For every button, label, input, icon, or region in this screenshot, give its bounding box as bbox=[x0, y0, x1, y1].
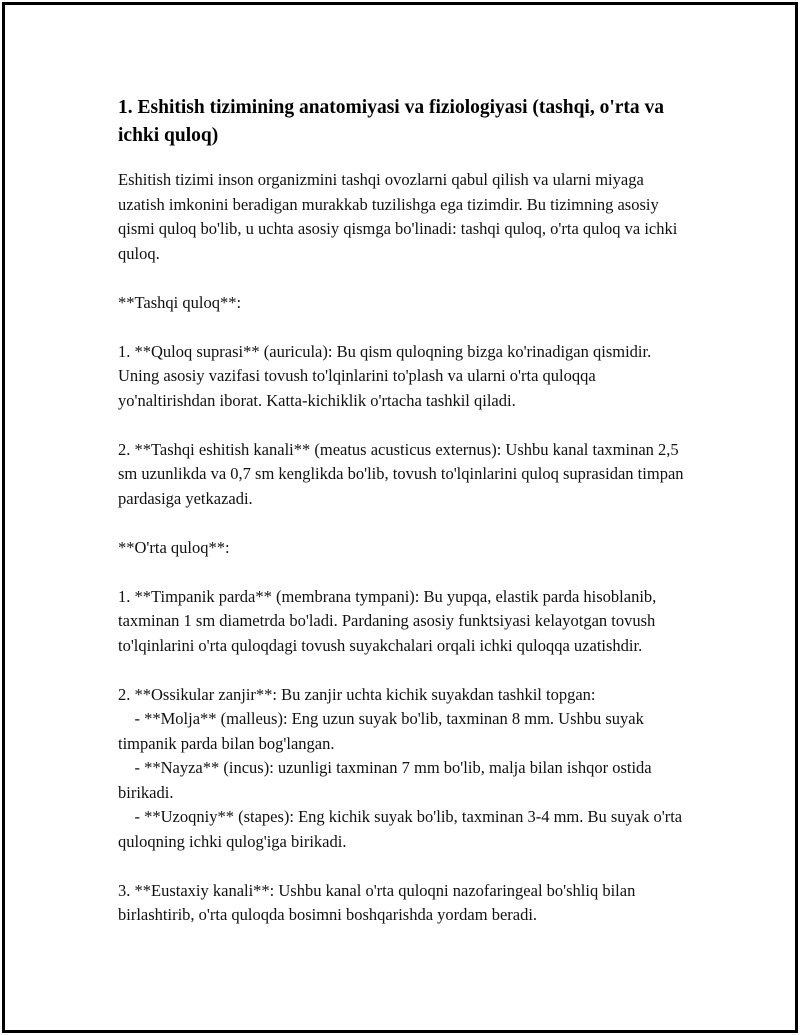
paragraph-spacer bbox=[118, 854, 688, 879]
paragraph-spacer bbox=[118, 315, 688, 340]
section-heading: 1. Eshitish tizimining anatomiyasi va fiziologiyasi (tashqi, o'rta va ichki quloq) bbox=[118, 97, 665, 146]
outer-ear-title: **Tashqi quloq**: bbox=[118, 292, 242, 312]
document-body bbox=[118, 94, 688, 928]
paragraph-spacer bbox=[118, 658, 688, 683]
paragraph-spacer bbox=[118, 560, 688, 585]
middle-ear-item-eustachian: 3. **Eustaxiy kanali**: Ushbu kanal o'rta quloqni nazofaringeal bo'shliq bilan birlashtirib, o'rta quloqda bosimni boshqarishda yordam beradi. bbox=[118, 880, 640, 924]
outer-ear-item-canal: 2. **Tashqi eshitish kanali** (meatus acusticus externus): Ushbu kanal taxminan 2,5 sm uzunlikda va 0,7 sm kenglikda bo'lib, tovush to'lqinlarini quloq suprasidan timpan pardasiga yetkazadi. bbox=[118, 439, 688, 508]
paragraph-spacer bbox=[118, 511, 688, 536]
middle-ear-item-tympanic: 1. **Timpanik parda** (membrana tympani): Bu yupqa, elastik parda hisoblanib, taxminan 1 sm diametrda bo'ladi. Pardaning asosiy funktsiyasi kelayotgan tovush to'lqinlarini o'rta quloqdagi tovush suyakchalari orqali ichki quloqqa uzatishdir. bbox=[118, 586, 661, 655]
middle-ear-title: **O'rta quloq**: bbox=[118, 537, 230, 557]
middle-ear-item-ossicles: 2. **Ossikular zanjir**: Bu zanjir uchta kichik suyakdan tashkil topgan: - **Molja** (malleus): Eng uzun suyak bo'lib, taxminan 8 mm. Ushbu suyak timpanik parda bilan bog'langan. - **Nayza** (incus): uzunligi taxminan 7 mm bo'lib, malja bilan ishqor ostida birikadi. - **Uzoqniy** (stapes): Eng kichik suyak bo'lib, taxminan 3-4 mm. Bu suyak o'rta quloqning ichki qulog'iga birikadi. bbox=[118, 684, 683, 851]
intro-paragraph: Eshitish tizimi inson organizmini tashqi ovozlarni qabul qilish va ularni miyaga uzatish imkonini beradigan murakkab tuzilishga ega tizimdir. Bu tizimning asosiy qismi quloq bo'lib, u uchta asosiy qismga bo'linadi: tashqi quloq, o'rta quloq va ichki quloq. bbox=[118, 170, 682, 263]
outer-ear-item-auricula: 1. **Quloq suprasi** (auricula): Bu qism quloqning bizga ko'rinadigan qismidir. Uning asosiy vazifasi tovush to'lqinlarini to'plash va ularni o'rta quloqqa yo'naltirishdan iborat. Katta-kichiklik o'rtacha tashkil qiladi. bbox=[118, 341, 656, 410]
paragraph-spacer bbox=[118, 266, 688, 291]
paragraph-spacer bbox=[118, 413, 688, 438]
